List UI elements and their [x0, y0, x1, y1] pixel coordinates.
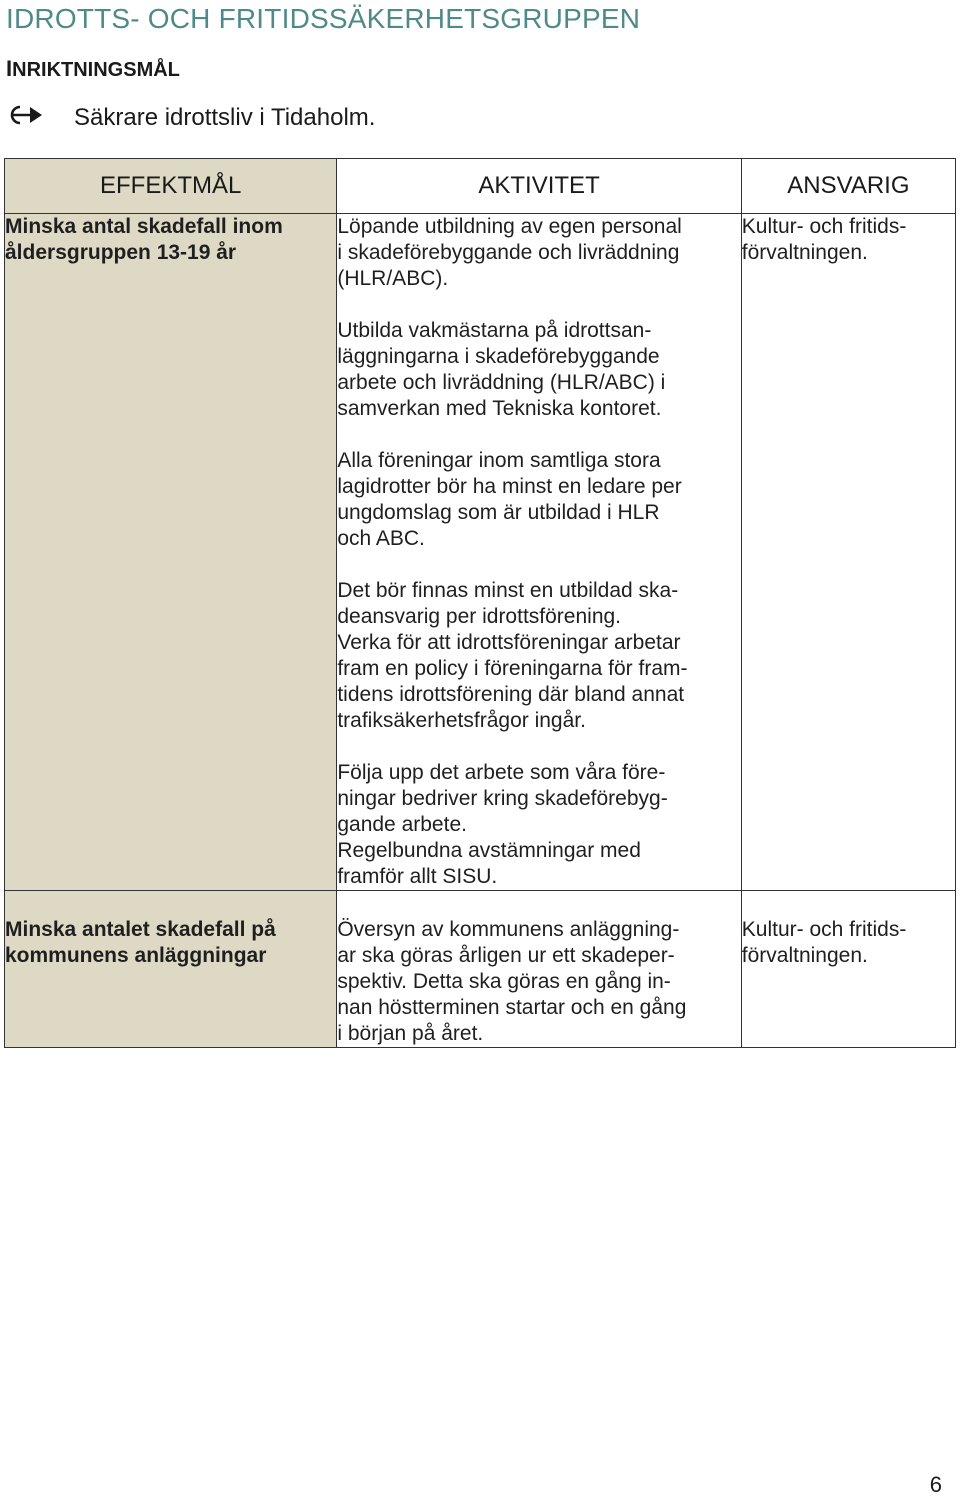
header-effektmal: EFFEKTMÅL — [5, 159, 337, 214]
goals-table — [4, 158, 956, 1048]
ansvarig-cell — [741, 214, 955, 891]
header-ansvarig: ANSVARIG — [741, 159, 955, 214]
arrow-right-icon — [10, 104, 44, 133]
aktivitet-item: Översyn av kommunens anläggning- ar ska göras årligen ur ett skadeper- spektiv. Detta ska göras en gång in- nan höstterminen startar och en gång i början på året. — [337, 918, 687, 1045]
aktivitet-item: Alla föreningar inom samtliga stora lagidrotter bör ha minst en ledare per ungdomslag som är utbildad i HLR och ABC. — [337, 449, 682, 550]
page-number: 6 — [929, 1472, 942, 1497]
table-row — [5, 891, 956, 1048]
table-row — [5, 214, 956, 891]
ansvarig-text: Kultur- och fritids- förvaltningen. — [741, 918, 907, 967]
effektmal-cell — [5, 891, 337, 1048]
aktivitet-item: Löpande utbildning av egen personal i skadeförebyggande och livräddning (HLR/ABC). — [337, 215, 682, 290]
effektmal-text: Minska antal skadefall inom åldersgruppen 13-19 år — [5, 215, 283, 264]
aktivitet-item: Utbilda vakmästarna på idrottsan- läggningarna i skadeförebyggande arbete och livräddning (HLR/ABC) i samverkan med Tekniska kontoret. — [337, 319, 666, 420]
aktivitet-cell — [337, 214, 741, 891]
aktivitet-item: Det bör finnas minst en utbildad ska- deansvarig per idrottsförening. Verka för att idrottsföreningar arbetar fram en policy i föreningarna för fram- tidens idrottsförening där bland annat trafiksäkerhetsfrågor ingår. — [337, 579, 688, 732]
section-heading-initial: I — [6, 56, 13, 81]
section-heading-rest: NRIKTNINGSMÅL — [12, 59, 180, 81]
table-header-row — [5, 159, 956, 214]
goal-text: Säkrare idrottsliv i Tidaholm. — [74, 104, 376, 131]
header-aktivitet: AKTIVITET — [337, 159, 741, 214]
ansvarig-cell — [741, 891, 955, 1048]
aktivitet-cell — [337, 891, 741, 1048]
ansvarig-text: Kultur- och fritids- förvaltningen. — [741, 215, 907, 264]
effektmal-text: Minska antalet skadefall på kommunens anläggningar — [5, 918, 276, 967]
aktivitet-item: Följa upp det arbete som våra före- ningar bedriver kring skadeförebyg- gande arbete. Regelbundna avstämningar med framför allt SISU. — [337, 761, 668, 888]
effektmal-cell — [5, 214, 337, 891]
section-heading — [6, 56, 180, 82]
page-title: IDROTTS- OCH FRITIDSSÄKERHETSGRUPPEN — [6, 3, 641, 34]
goal-line — [10, 104, 375, 133]
